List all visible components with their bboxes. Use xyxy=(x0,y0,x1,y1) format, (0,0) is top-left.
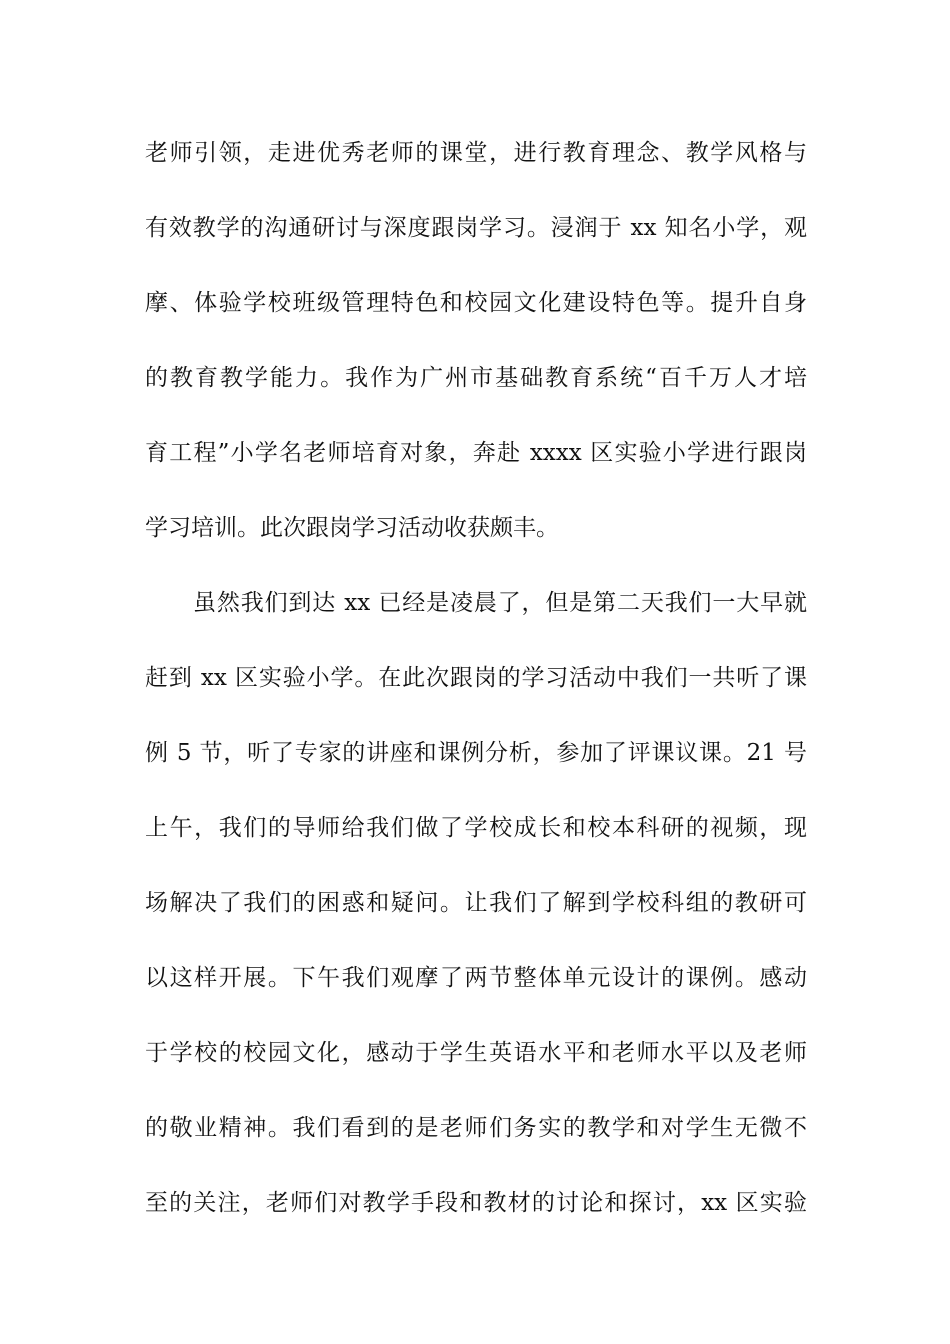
text-line: 场解决了我们的困惑和疑问。让我们了解到学校科组的教研可 xyxy=(145,890,807,916)
text-line: 以这样开展。下午我们观摩了两节整体单元设计的课例。感动 xyxy=(145,965,807,991)
text-line: 的教育教学能力。我作为广州市基础教育系统“百千万人才培 xyxy=(145,365,807,391)
text-line: 摩、体验学校班级管理特色和校园文化建设特色等。提升自身 xyxy=(145,290,807,316)
paragraph-first-line: 虽然我们到达 xx 已经是凌晨了，但是第二天我们一大早就 xyxy=(193,590,807,616)
text-line: 例 5 节，听了专家的讲座和课例分析，参加了评课议课。21 号 xyxy=(145,740,807,766)
text-line: 赶到 xx 区实验小学。在此次跟岗的学习活动中我们一共听了课 xyxy=(145,665,807,691)
text-line: 有效教学的沟通研讨与深度跟岗学习。浸润于 xx 知名小学，观 xyxy=(145,215,807,241)
text-line: 至的关注，老师们对教学手段和教材的讨论和探讨，xx 区实验 xyxy=(145,1190,807,1216)
text-line: 上午，我们的导师给我们做了学校成长和校本科研的视频，现 xyxy=(145,815,807,841)
text-line: 学习培训。此次跟岗学习活动收获颇丰。 xyxy=(145,515,559,541)
text-line: 老师引领，走进优秀老师的课堂，进行教育理念、教学风格与 xyxy=(145,140,807,166)
text-line: 育工程”小学名老师培育对象，奔赴 xxxx 区实验小学进行跟岗 xyxy=(145,440,807,466)
text-line: 的敬业精神。我们看到的是老师们务实的教学和对学生无微不 xyxy=(145,1115,807,1141)
text-line: 于学校的校园文化，感动于学生英语水平和老师水平以及老师 xyxy=(145,1040,807,1066)
